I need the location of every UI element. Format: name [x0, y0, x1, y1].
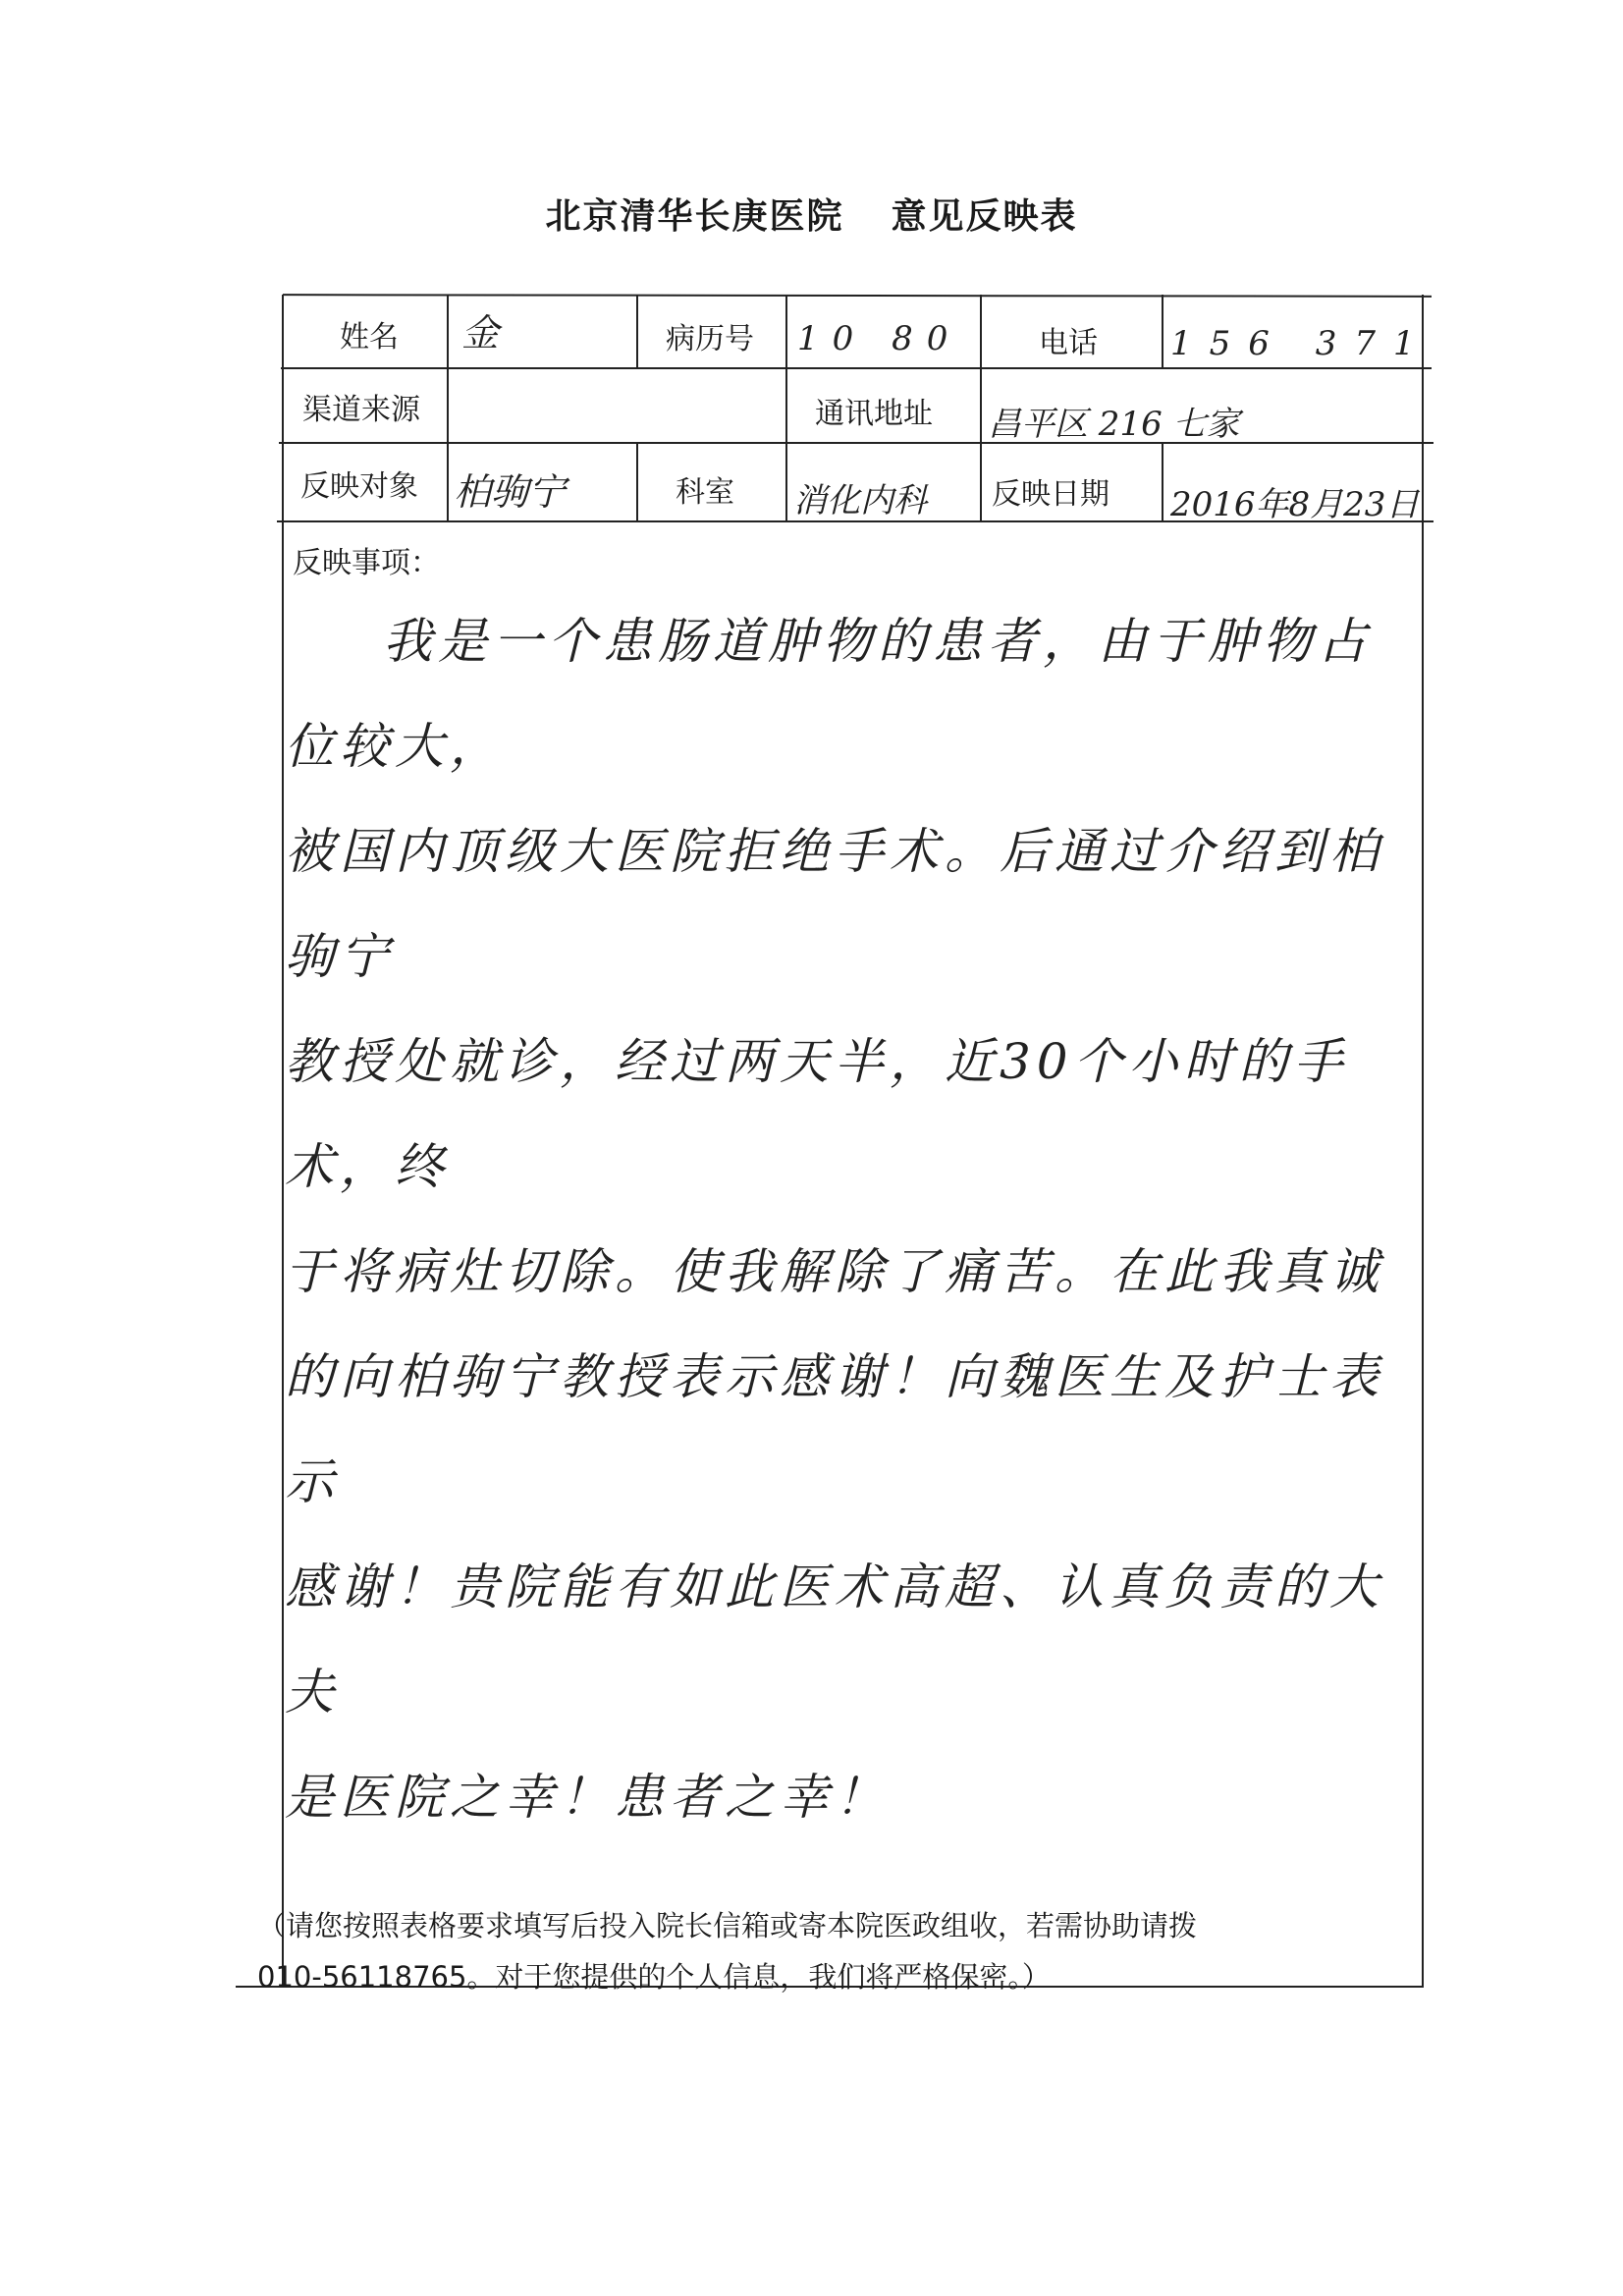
feedback-text: [285, 589, 1424, 1850]
feedback-line: 于将病灶切除。使我解除了痛苦。在此我真诚: [285, 1243, 1384, 1300]
note-line-2: 010-56118765。对于您提供的个人信息，我们将严格保密。）: [257, 1960, 1051, 1994]
date-value: 2016年8月23日: [1170, 485, 1420, 524]
note-line-1: （请您按照表格要求填写后投入院长信箱或寄本院医政组收，若需协助请拨: [257, 1909, 1198, 1942]
name-label: 姓名: [340, 320, 399, 355]
feedback-line: 感谢！贵院能有如此医术高超、认真负责的大夫: [285, 1558, 1384, 1721]
date-label: 反映日期: [992, 477, 1109, 512]
record-number-label: 病历号: [666, 322, 754, 356]
department-label: 科室: [676, 475, 734, 510]
channel-label: 渠道来源: [302, 393, 420, 427]
hospital-name: 北京清华长庚医院: [545, 196, 844, 237]
feedback-line: 是医院之幸！患者之幸！: [285, 1769, 890, 1826]
address-label: 通讯地址: [815, 397, 933, 431]
submission-note: [257, 1900, 1406, 2002]
feedback-label: 反映事项：: [293, 546, 440, 580]
name-value: 金: [461, 311, 500, 355]
department-value: 消化内科: [793, 481, 927, 520]
address-value: 昌平区 216 七家: [988, 405, 1240, 444]
target-value: 柏驹宁: [454, 470, 567, 514]
feedback-line: 被国内顶级大医院拒绝手术。后通过介绍到柏驹宁: [285, 823, 1384, 985]
record-number-value: 10 80: [797, 319, 962, 358]
target-label: 反映对象: [300, 469, 418, 504]
feedback-line: 的向柏驹宁教授表示感谢！向魏医生及护士表示: [285, 1348, 1384, 1510]
phone-label: 电话: [1039, 326, 1098, 360]
feedback-line: 教授处就诊，经过两天半，近30个小时的手术，终: [285, 1033, 1349, 1195]
phone-value: 156 371: [1170, 324, 1433, 363]
feedback-line: 我是一个患肠道肿物的患者，由于肿物占位较大，: [285, 613, 1373, 775]
form-name: 意见反映表: [891, 196, 1078, 237]
form-title: [0, 189, 1623, 239]
